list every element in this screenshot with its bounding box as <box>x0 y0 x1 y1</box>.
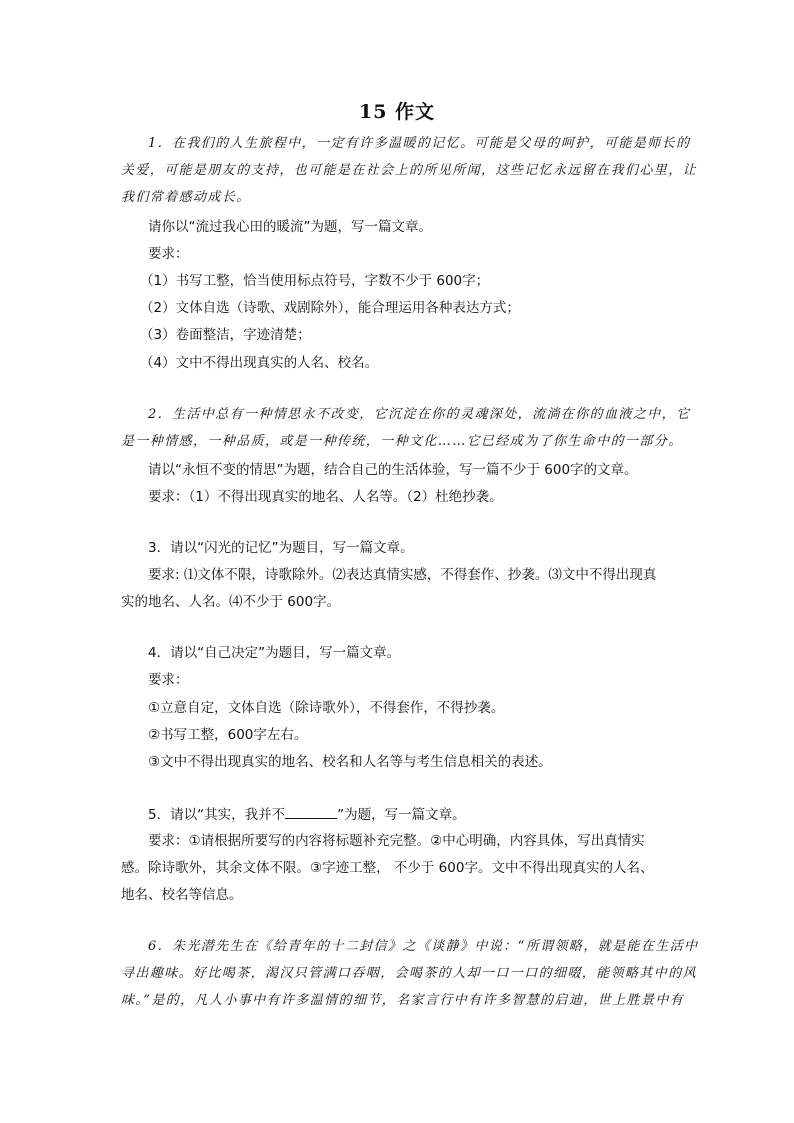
q1-intro-line-2: 关爱，可能是朋友的支持，也可能是在社会上的所见所闻，这些记忆永远留在我们心里，让 <box>121 163 698 178</box>
q6-intro-line-1: 6．朱光潜先生在《给青年的十二封信》之《谈静》中说：“所谓领略，就是能在生活中 <box>148 939 699 954</box>
q2-prompt: 请以“永恒不变的情思”为题，结合自己的生活体验，写一篇不少于 600字的文章。 <box>148 462 638 478</box>
q5-prompt <box>148 804 466 825</box>
q1-requirement-2: （2）文体自选（诗歌、戏剧除外），能合理运用各种表达方式； <box>140 300 520 316</box>
q4-requirements-label: 要求： <box>148 672 189 688</box>
q1-requirement-4: （4）文中不得出现真实的人名、校名。 <box>140 355 379 371</box>
q5-requirements-line-1: 要求：①请根据所要写的内容将标题补充完整。②中心明确，内容具体，写出真情实 <box>148 833 645 849</box>
q1-requirements-label: 要求： <box>148 246 189 262</box>
title-blank <box>285 804 337 819</box>
q2-requirements: 要求：（1）不得出现真实的地名、人名等。（2）杜绝抄袭。 <box>148 489 503 505</box>
q3-prompt: 3．请以“闪光的记忆”为题目，写一篇文章。 <box>148 540 414 556</box>
q4-requirement-2: ②书写工整，600字左右。 <box>148 727 308 743</box>
q3-requirements-line-2: 实的地名、人名。⑷不少于 600字。 <box>121 594 341 610</box>
q5-prompt-end: ”为题，写一篇文章。 <box>337 807 466 823</box>
q1-requirement-3: （3）卷面整洁，字迹清楚； <box>140 327 311 343</box>
q3-requirements-line-1: 要求: ⑴文体不限，诗歌除外。⑵表达真情实感，不得套作、抄袭。⑶文中不得出现真 <box>148 567 657 583</box>
page-title: 15 作文 <box>358 101 436 123</box>
q1-intro-line-1: 1．在我们的人生旅程中，一定有许多温暖的记忆。可能是父母的呵护，可能是师长的 <box>148 136 691 151</box>
q6-intro-line-3: 味。”是的，凡人小事中有许多温情的细节，名家言行中有许多智慧的启迪，世上胜景中有 <box>121 993 685 1008</box>
q2-intro-line-2: 是一种情感，一种品质，或是一种传统，一种文化……它已经成为了你生命中的一部分。 <box>121 434 683 449</box>
q1-requirement-1: （1）书写工整，恰当使用标点符号，字数不少于 600字； <box>140 273 490 289</box>
q1-intro-line-3: 我们常着感动成长。 <box>121 190 251 205</box>
q2-intro-line-1: 2．生活中总有一种情思永不改变，它沉淀在你的灵魂深处，流淌在你的血液之中，它 <box>148 407 691 422</box>
q5-prompt-start: 5．请以“其实，我并不 <box>148 807 286 823</box>
q6-intro-line-2: 寻出趣味。好比喝茶，渴汉只管满口吞咽，会喝茶的人却一口一口的细啜，能领略其中的风 <box>121 966 698 981</box>
q1-prompt: 请你以“流过我心田的暖流”为题，写一篇文章。 <box>148 219 432 235</box>
q4-requirement-1: ①立意自定，文体自选（除诗歌外），不得套作，不得抄袭。 <box>148 700 505 716</box>
q4-requirement-3: ③文中不得出现真实的地名、校名和人名等与考生信息相关的表述。 <box>148 754 552 770</box>
q4-prompt: 4．请以“自己决定”为题目，写一篇文章。 <box>148 645 401 661</box>
q5-requirements-line-3: 地名、校名等信息。 <box>121 887 243 903</box>
q5-requirements-line-2: 感。除诗歌外，其余文体不限。③字迹工整， 不少于 600字。文中不得出现真实的人名、 <box>121 860 654 876</box>
